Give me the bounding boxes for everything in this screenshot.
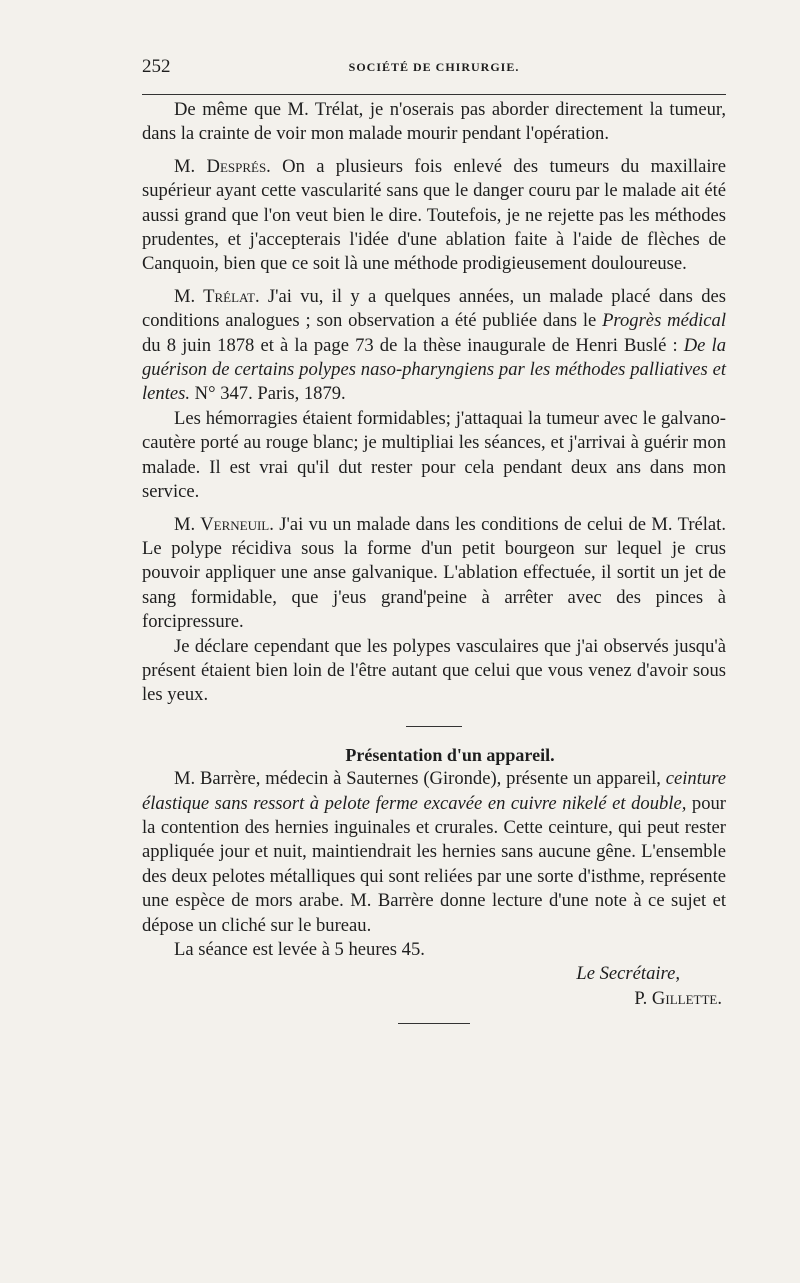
speaker-name: M. Trélat. [174, 285, 260, 307]
paragraph: Je déclare cependant que les polypes vasculaires que j'ai observés jusqu'à présent étaient bien loin de l'être autant que celui que vous venez d'avoir sous les yeux. [142, 635, 726, 706]
section-heading: Présentation d'un appareil. [345, 744, 555, 765]
end-rule [398, 1023, 470, 1024]
journal-title: Progrès médical [602, 310, 726, 332]
paragraph [142, 513, 726, 635]
paragraph: De même que M. Trélat, je n'oserais pas aborder directement la tumeur, dans la crainte de voir mon malade mourir pendant l'opération. [142, 99, 726, 145]
thesis-title: De la guérison de certains polypes naso-pharyngiens par les méthodes palliatives et lentes. [142, 334, 727, 405]
paragraph [142, 155, 726, 277]
section-separator [406, 726, 462, 727]
paragraph-text: On a plusieurs fois enlevé des tumeurs du maxillaire supérieur ayant cette vascularité sans que le danger couru par le malade ait été aussi grand que l'on veut bien le dire. Toutefois, je ne rejette pas les méthodes prudentes, et j'accepterais l'idée d'une ablation faite à l'aide de flèches de Canquoin, bien que ce soit là une méthode prodigieusement douloureuse. [142, 155, 726, 275]
page-number: 252 [142, 56, 171, 77]
paragraph-text: N° 347. Paris, 1879. [190, 383, 346, 405]
device-name: ceinture élastique sans ressort à pelote ferme excavée en cuivre nikelé et double, [142, 768, 726, 814]
paragraph-text: M. Barrère, médecin à Sauternes (Gironde), présente un appareil, [174, 768, 666, 790]
signature-title: Le Secrétaire, [576, 963, 680, 985]
paragraph-text: du 8 juin 1878 et à la page 73 de la thèse inaugurale de Henri Buslé : [142, 334, 684, 356]
header-rule [142, 94, 726, 95]
paragraph [142, 285, 726, 407]
speaker-name: M. Verneuil. [174, 513, 274, 535]
page-body [142, 98, 726, 1024]
paragraph-text: pour la contention des hernies inguinales et crurales. Cette ceinture, qui peut rester appliquée jour et nuit, maintiendrait les hernies sans aucune gêne. L'ensemble des deux pelotes métalliques qui sont reliées par une sorte d'isthme, représente une espèce de mors arabe. M. Barrère donne lecture d'une note à ce sujet et dépose un cliché sur le bureau. [142, 792, 726, 936]
paragraph-text: J'ai vu un malade dans les conditions de celui de M. Trélat. Le polype récidiva sous la forme d'un petit bourgeon sur lequel je crus pouvoir appliquer une anse galvanique. L'ablation effectuée, il sortit un jet de sang formidable, que j'eus grand'peine à arrêter avec des pinces à forcipressure. [142, 513, 727, 633]
paragraph: Les hémorragies étaient formidables; j'attaquai la tumeur avec le galvano-cautère porté au rouge blanc; je multipliai les séances, et j'arrivai à guérir mon malade. Il est vrai qu'il dut rester pour cela pendant deux ans dans mon service. [142, 407, 726, 503]
paragraph [142, 767, 726, 938]
paragraph: La séance est levée à 5 heures 45. [174, 939, 425, 960]
page-header [142, 56, 726, 84]
paragraph-text: J'ai vu, il y a quelques années, un malade placé dans des conditions analogues ; son observation a été publiée dans le [142, 285, 726, 332]
signature-name: P. Gillette. [634, 987, 722, 1009]
speaker-name: M. Després. [174, 155, 271, 177]
running-title: SOCIÉTÉ DE CHIRURGIE. [348, 60, 520, 74]
